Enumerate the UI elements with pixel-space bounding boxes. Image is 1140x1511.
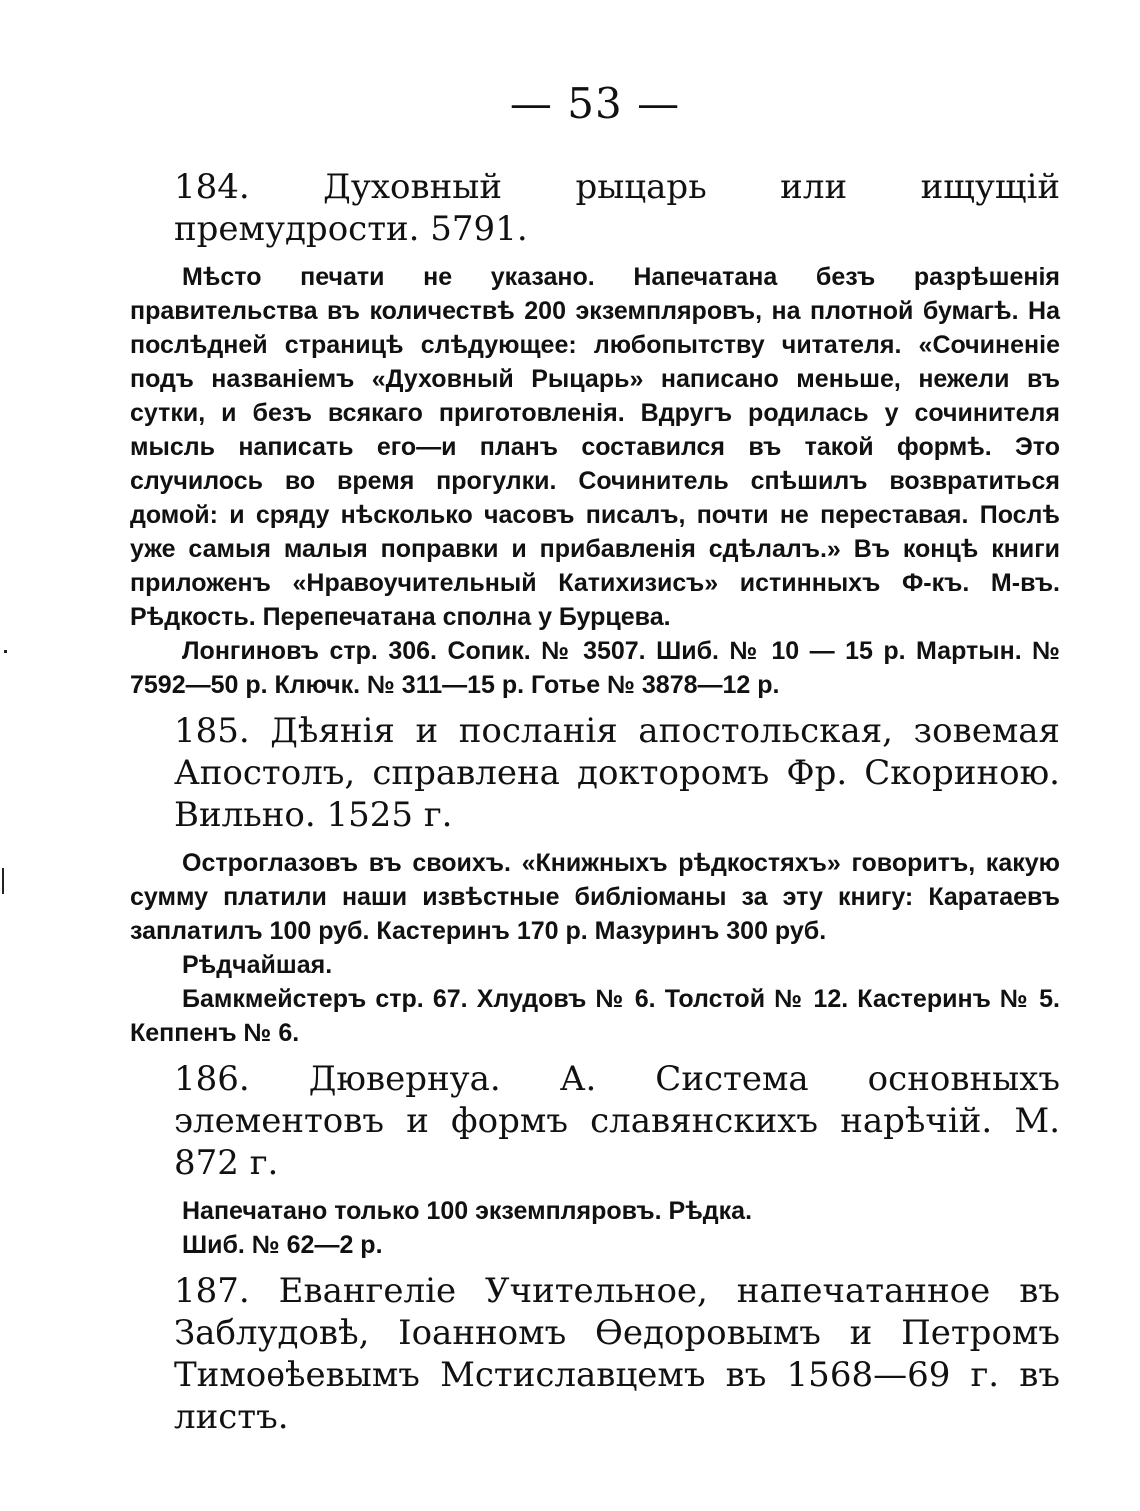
- scan-edge-dot: [4, 650, 7, 653]
- entry-185-title: 185. Дѣянія и посланія апостольская, зовемая Апостолъ, справлена докторомъ Фр. Скориною. Вильно. 1525 г.: [174, 711, 1060, 835]
- entry-184-description: Мѣсто печати не указано. Напечатана безъ разрѣшенія правительства въ количествѣ 200 экземпляровъ, на плотной бумагѣ. На послѣдней страницѣ слѣдующее: любопытству читателя. «Сочиненіе подъ названіемъ «Духовный Рыцарь» написано меньше, нежели въ сутки, и безъ всякаго приготовленія. Вдругъ родилась у сочинителя мысль написать его—и планъ составился въ такой формѣ. Это случилось во время прогулки. Сочинитель спѣшилъ возвратиться домой: и сряду нѣсколько часовъ писалъ, почти не переставая. Послѣ уже самыя малыя поправки и прибавленія сдѣлалъ.» Въ концѣ книги приложенъ «Нравоучительный Катихизисъ» истинныхъ Ф-къ. М-въ. Рѣдкость. Перепечатана сполна у Бурцева.: [130, 263, 1060, 631]
- entry-187-title: 187. Евангеліе Учительное, напечатанное въ Заблудовѣ, Іоанномъ Ѳедоровымъ и Петромъ Тимоѳѣевымъ Мстиславцемъ въ 1568—69 г. въ листъ.: [174, 1271, 1060, 1437]
- entry-186-title: 186. Дювернуа. А. Система основныхъ элементовъ и формъ славянскихъ нарѣчій. М. 872 г.: [174, 1059, 1060, 1183]
- scan-edge-mark: [2, 868, 4, 894]
- entry-184-title: 184. Духовный рыцарь или ищущій премудрости. 5791.: [174, 167, 1060, 249]
- entry-184-references: Лонгиновъ стр. 306. Сопик. № 3507. Шиб. № 10 — 15 р. Мартын. № 7592—50 р. Ключк. № 311—15 р. Готье № 3878—12 р.: [130, 637, 1060, 699]
- page-number: — 53 —: [509, 79, 681, 128]
- entry-185-references: Бамкмейстеръ стр. 67. Хлудовъ № 6. Толстой № 12. Кастеринъ № 5. Кеппенъ № 6.: [130, 985, 1060, 1047]
- entry-186-references: Шиб. № 62—2 р.: [182, 1231, 383, 1259]
- book-page: [130, 78, 1060, 1438]
- entry-185-description: Остроглазовъ въ своихъ. «Книжныхъ рѣдкостяхъ» говоритъ, какую сумму платили наши извѣстные библіоманы за эту книгу: Каратаевъ заплатилъ 100 руб. Кастеринъ 170 р. Мазуринъ 300 руб.: [130, 849, 1060, 945]
- entry-186-description: Напечатано только 100 экземпляровъ. Рѣдка.: [182, 1197, 753, 1225]
- entry-185-rarity: Рѣдчайшая.: [182, 951, 333, 979]
